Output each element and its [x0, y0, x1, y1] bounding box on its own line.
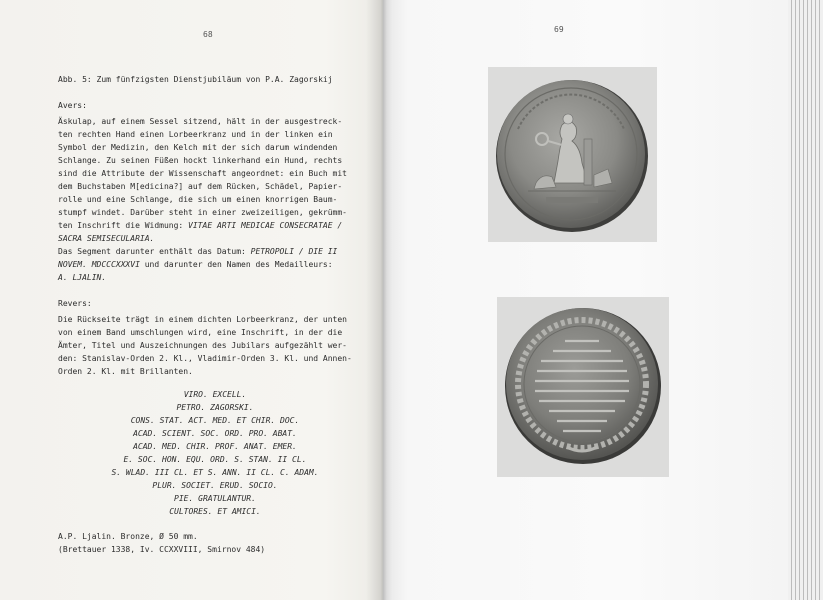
inscription-line: ACAD. MED. CHIR. PROF. ANAT. EMER. [133, 442, 297, 451]
inscription-line: PETRO. ZAGORSKI. [176, 403, 254, 412]
inscription-line: CONS. STAT. ACT. MED. ET CHIR. DOC. [130, 416, 300, 425]
avers-heading: Avers: [58, 101, 87, 110]
inscription-line: PLUR. SOCIET. ERUD. SOCIO. [152, 481, 278, 490]
avers-line: Äskulap, auf einem Sessel sitzend, hält in der ausgestreck- [58, 117, 343, 126]
avers-line: sind die Attribute der Wissenschaft angeordnet: ein Buch mit [58, 169, 347, 178]
inscription-line: E. SOC. HON. EQU. ORD. S. STAN. II CL. [123, 455, 307, 464]
segment-line-2 [58, 258, 333, 271]
revers-line: von einem Band umschlungen wird, eine Inschrift, in der die [58, 328, 343, 337]
inscription-line: ACAD. SCIENT. SOC. ORD. PRO. ABAT. [133, 429, 297, 438]
revers-line: Ämter, Titel und Auszeichnungen des Jubilars aufgezählt wer- [58, 341, 347, 350]
inscription-line: CULTORES. ET AMICI. [169, 507, 261, 516]
medalist-name: A. LJALIN. [58, 273, 107, 282]
medal-spec: A.P. Ljalin. Bronze, Ø 50 mm. [58, 532, 198, 541]
segment-intro: Das Segment darunter enthält das Datum: [58, 247, 251, 256]
dedication-inscription-1: VITAE ARTI MEDICAE CONSECRATAE / [188, 221, 343, 230]
avers-line: stumpf windet. Darüber steht in einer zweizeiligen, gekrümm- [58, 208, 347, 217]
left-page [0, 0, 383, 600]
revers-line: Die Rückseite trägt in einem dichten Lorbeerkranz, der unten [58, 315, 347, 324]
inscription-line: S. WLAD. III CL. ET S. ANN. II CL. C. ADAM. [111, 468, 319, 477]
dedication-line [58, 219, 342, 232]
page-number-68: 68 [203, 30, 213, 39]
avers-line: ten rechten Hand einen Lorbeerkranz und in der linken ein [58, 130, 333, 139]
segment-line [58, 245, 337, 258]
avers-line: rolle und eine Schlange, die sich um einen knorrigen Baum- [58, 195, 338, 204]
page-stack-edge [788, 0, 823, 600]
figure-caption-title: Abb. 5: Zum fünfzigsten Dienstjubiläum von P.A. Zagorskij [58, 75, 333, 84]
avers-line: Schlange. Zu seinen Füßen hockt linkerhand ein Hund, rechts [58, 156, 343, 165]
revers-line: Orden 2. Kl. mit Brillanten. [58, 367, 193, 376]
dedication-inscription-2: SACRA SEMISECULARIA. [58, 234, 155, 243]
right-page [383, 0, 788, 600]
segment-rest: und darunter den Namen des Medailleurs: [139, 260, 333, 269]
references: (Brettauer 1338, Iv. CCXXVIII, Smirnov 484) [58, 545, 266, 554]
segment-date-2: NOVEM. MDCCCXXXVI [58, 260, 140, 269]
segment-date-1: PETROPOLI / DIE II [250, 247, 338, 256]
avers-line: Symbol der Medizin, den Kelch mit der sich darum windenden [58, 143, 338, 152]
avers-line: dem Buchstaben M[edicina?] auf dem Rücken, Schädel, Papier- [58, 182, 343, 191]
page-number-69: 69 [554, 25, 564, 34]
revers-line: den: Stanislav-Orden 2. Kl., Vladimir-Orden 3. Kl. und Annen- [58, 354, 352, 363]
medal-reverse-photo [497, 297, 669, 477]
book-spine [366, 0, 392, 600]
inscription-line: PIE. GRATULANTUR. [174, 494, 256, 503]
dedication-intro: ten Inschrift die Widmung: [58, 221, 189, 230]
medal-obverse-photo [488, 67, 657, 242]
inscription-line: VIRO. EXCELL. [183, 390, 247, 399]
revers-heading: Revers: [58, 299, 92, 308]
